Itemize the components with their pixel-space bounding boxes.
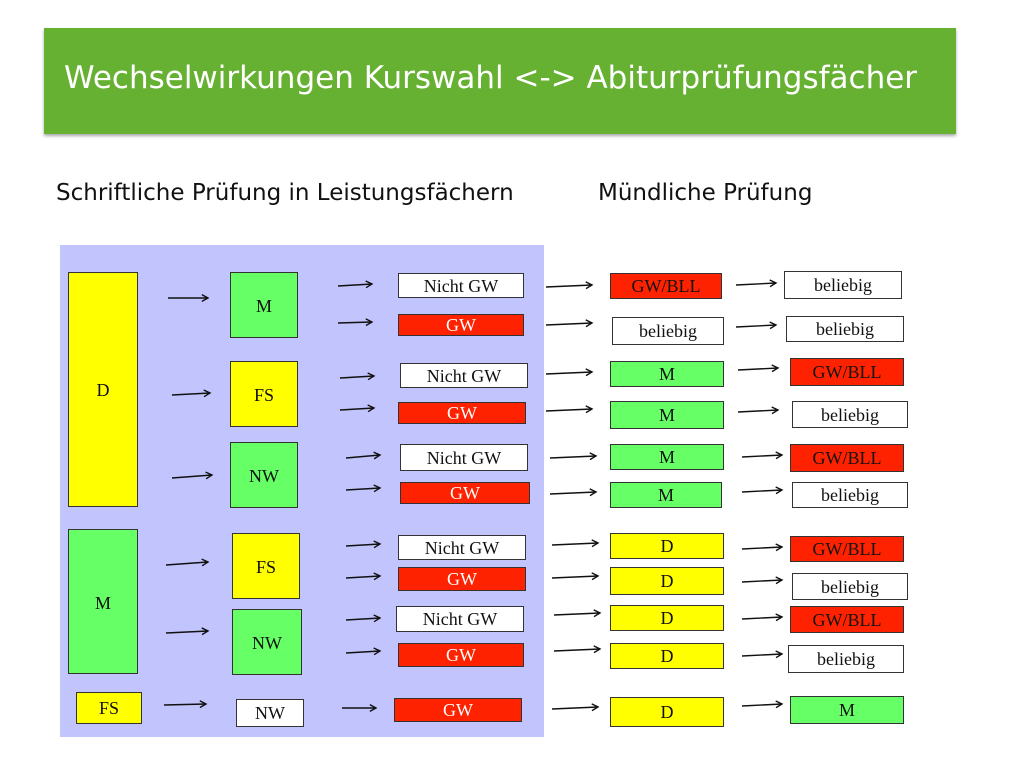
oral-box-gw-bll: GW/BLL [790,444,904,472]
arrow-icon [346,615,380,622]
heading-written-exam: Schriftliche Prüfung in Leistungsfächern [56,180,514,206]
subject-box-d: D [68,272,138,507]
arrow-icon [550,453,596,460]
option-box-gw: GW [398,567,526,591]
arrow-icon [164,701,206,708]
oral-box-m: M [610,401,724,429]
arrow-icon [168,295,208,302]
arrow-icon [340,373,374,380]
option-box-nicht-gw: Nicht GW [398,273,524,298]
heading-oral-exam: Mündliche Prüfung [598,180,813,206]
arrow-icon [742,544,782,551]
arrow-icon [346,648,380,655]
oral-box-m: M [610,361,724,387]
oral-box-beliebig: beliebig [792,573,908,600]
oral-box-gw-bll: GW/BLL [790,536,904,562]
oral-box-d: D [610,605,724,631]
oral-box-d: D [610,697,724,727]
option-box-gw: GW [394,698,522,722]
option-box-nicht-gw: Nicht GW [398,535,526,560]
arrow-icon [552,540,598,547]
arrow-icon [338,319,372,326]
arrow-icon [546,320,592,327]
oral-box-d: D [610,533,724,559]
oral-box-d: D [610,567,724,595]
arrow-icon [342,705,376,712]
option-box-gw: GW [400,482,530,504]
oral-box-m: M [610,444,724,470]
oral-box-beliebig: beliebig [786,316,904,342]
arrow-icon [742,487,782,494]
arrow-icon [736,280,776,287]
subject-box-m: M [68,529,138,674]
arrow-icon [742,701,782,708]
arrow-icon [738,365,778,372]
option-box-gw: GW [398,314,524,336]
arrow-icon [546,282,592,289]
oral-box-beliebig: beliebig [792,401,908,428]
arrow-icon [738,407,778,414]
oral-box-beliebig: beliebig [784,271,902,299]
arrow-icon [546,369,592,376]
oral-box-beliebig: beliebig [612,317,724,345]
arrow-icon [172,472,212,479]
arrow-icon [166,628,208,635]
arrow-icon [346,541,380,548]
subject-box-nw: NW [232,609,302,675]
arrow-icon [554,646,600,653]
arrow-icon [338,281,372,288]
slide-title: Wechselwirkungen Kurswahl <-> Abiturprüfungsfächer [64,60,918,96]
option-box-nicht-gw: Nicht GW [400,444,528,471]
arrow-icon [552,704,598,711]
option-box-nicht-gw: Nicht GW [396,606,524,632]
option-box-gw: GW [398,643,524,667]
subject-box-nw: NW [236,699,304,727]
arrow-icon [340,405,374,412]
subject-box-m: M [230,272,298,338]
arrow-icon [346,573,380,580]
arrow-icon [742,452,782,459]
arrow-icon [546,406,592,413]
subject-box-nw: NW [230,442,298,508]
option-box-gw: GW [398,402,526,424]
oral-box-gw-bll: GW/BLL [610,273,722,299]
arrow-icon [346,485,380,492]
oral-box-gw-bll: GW/BLL [790,606,904,633]
arrow-icon [742,651,782,658]
arrow-icon [166,559,208,566]
arrow-icon [552,573,598,580]
arrow-icon [742,614,782,621]
subject-box-fs: FS [230,361,298,427]
oral-box-beliebig: beliebig [792,482,908,508]
subject-box-fs: FS [232,533,300,599]
oral-box-m: M [790,696,904,724]
arrow-icon [554,610,600,617]
arrow-icon [346,452,380,459]
oral-box-m: M [610,482,722,508]
arrow-icon [736,322,776,329]
arrow-icon [550,489,596,496]
arrow-icon [172,390,210,397]
subject-box-fs: FS [76,692,142,724]
oral-box-d: D [610,643,724,669]
oral-box-gw-bll: GW/BLL [790,358,904,386]
arrow-icon [742,577,782,584]
option-box-nicht-gw: Nicht GW [400,363,528,388]
oral-box-beliebig: beliebig [788,645,904,673]
